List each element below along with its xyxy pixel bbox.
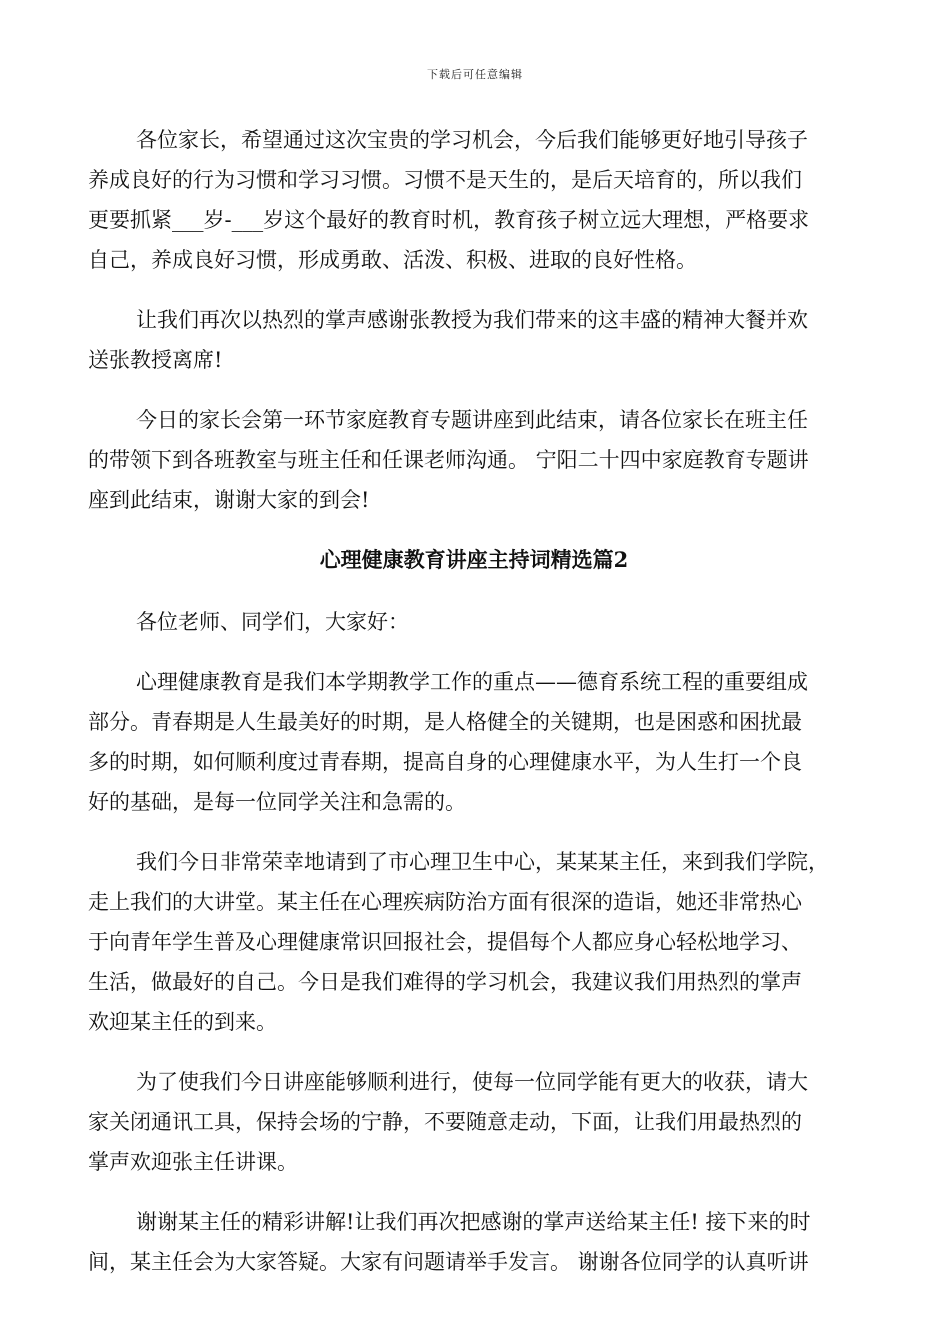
paragraph-line: 为了使我们今日讲座能够顺利进行，使每一位同学能有更大的收获，请大 [136, 1070, 808, 1094]
paragraph-line: 座到此结束，谢谢大家的到会! [88, 488, 370, 512]
paragraph [88, 1062, 860, 1182]
paragraph-line: 多的时期，如何顺利度过青春期，提高自身的心理健康水平，为人生打一个良 [88, 750, 802, 774]
paragraph-line: 各位老师、同学们，大家好： [136, 610, 409, 634]
paragraph-line: 让我们再次以热烈的掌声感谢张教授为我们带来的这丰盛的精神大餐并欢 [136, 308, 808, 332]
paragraph-line: 于向青年学生普及心理健康常识回报社会，提倡每个人都应身心轻松地学习、 [88, 930, 802, 954]
paragraph-line: 心理健康教育是我们本学期教学工作的重点——德育系统工程的重要组成 [136, 670, 808, 694]
paragraph [88, 842, 860, 1042]
paragraph-line: 间，某主任会为大家答疑。大家有问题请举手发言。 谢谢各位同学的认真听讲 [88, 1250, 809, 1274]
paragraph-line: 我们今日非常荣幸地请到了市心理卫生中心，某某某主任，来到我们学院， [136, 850, 829, 874]
paragraph-line: 家关闭通讯工具，保持会场的宁静，不要随意走动，下面，让我们用最热烈的 [88, 1110, 802, 1134]
paragraph [88, 1202, 860, 1282]
paragraph-line: 今日的家长会第一环节家庭教育专题讲座到此结束，请各位家长在班主任 [136, 408, 808, 432]
paragraph-line: 养成良好的行为习惯和学习习惯。习惯不是天生的，是后天培育的，所以我们 [88, 168, 802, 192]
section-title: 心理健康教育讲座主持词精选篇2 [319, 547, 629, 572]
paragraph [88, 400, 860, 520]
paragraph-line: 的带领下到各班教室与班主任和任课老师沟通。 宁阳二十四中家庭教育专题讲 [88, 448, 809, 472]
paragraph-line: 更要抓紧___岁-___岁这个最好的教育时机，教育孩子树立远大理想，严格要求 [88, 208, 810, 232]
part-one [88, 120, 860, 520]
paragraph-line: 欢迎某主任的到来。 [88, 1010, 277, 1034]
paragraph-line: 自己，养成良好习惯，形成勇敢、活泼、积极、进取的良好性格。 [88, 248, 697, 272]
paragraph [88, 120, 860, 280]
paragraph [88, 602, 860, 642]
paragraph-line: 谢谢某主任的精彩讲解!让我们再次把感谢的掌声送给某主任! 接下来的时 [136, 1210, 811, 1234]
paragraph-line: 各位家长，希望通过这次宝贵的学习机会，今后我们能够更好地引导孩子 [136, 128, 808, 152]
paragraph-line: 送张教授离席! [88, 348, 223, 372]
part-two [88, 602, 860, 1282]
document-body [88, 120, 860, 1302]
paragraph-line: 掌声欢迎张主任讲课。 [88, 1150, 298, 1174]
paragraph-line: 部分。青春期是人生最美好的时期，是人格健全的关键期，也是困惑和困扰最 [88, 710, 802, 734]
header-note: 下载后可任意编辑 [427, 68, 523, 81]
paragraph [88, 300, 860, 380]
paragraph-line: 生活，做最好的自己。今日是我们难得的学习机会，我建议我们用热烈的掌声 [88, 970, 802, 994]
paragraph-line: 走上我们的大讲堂。某主任在心理疾病防治方面有很深的造诣，她还非常热心 [88, 890, 802, 914]
paragraph-line: 好的基础，是每一位同学关注和急需的。 [88, 790, 466, 814]
paragraph [88, 662, 860, 822]
